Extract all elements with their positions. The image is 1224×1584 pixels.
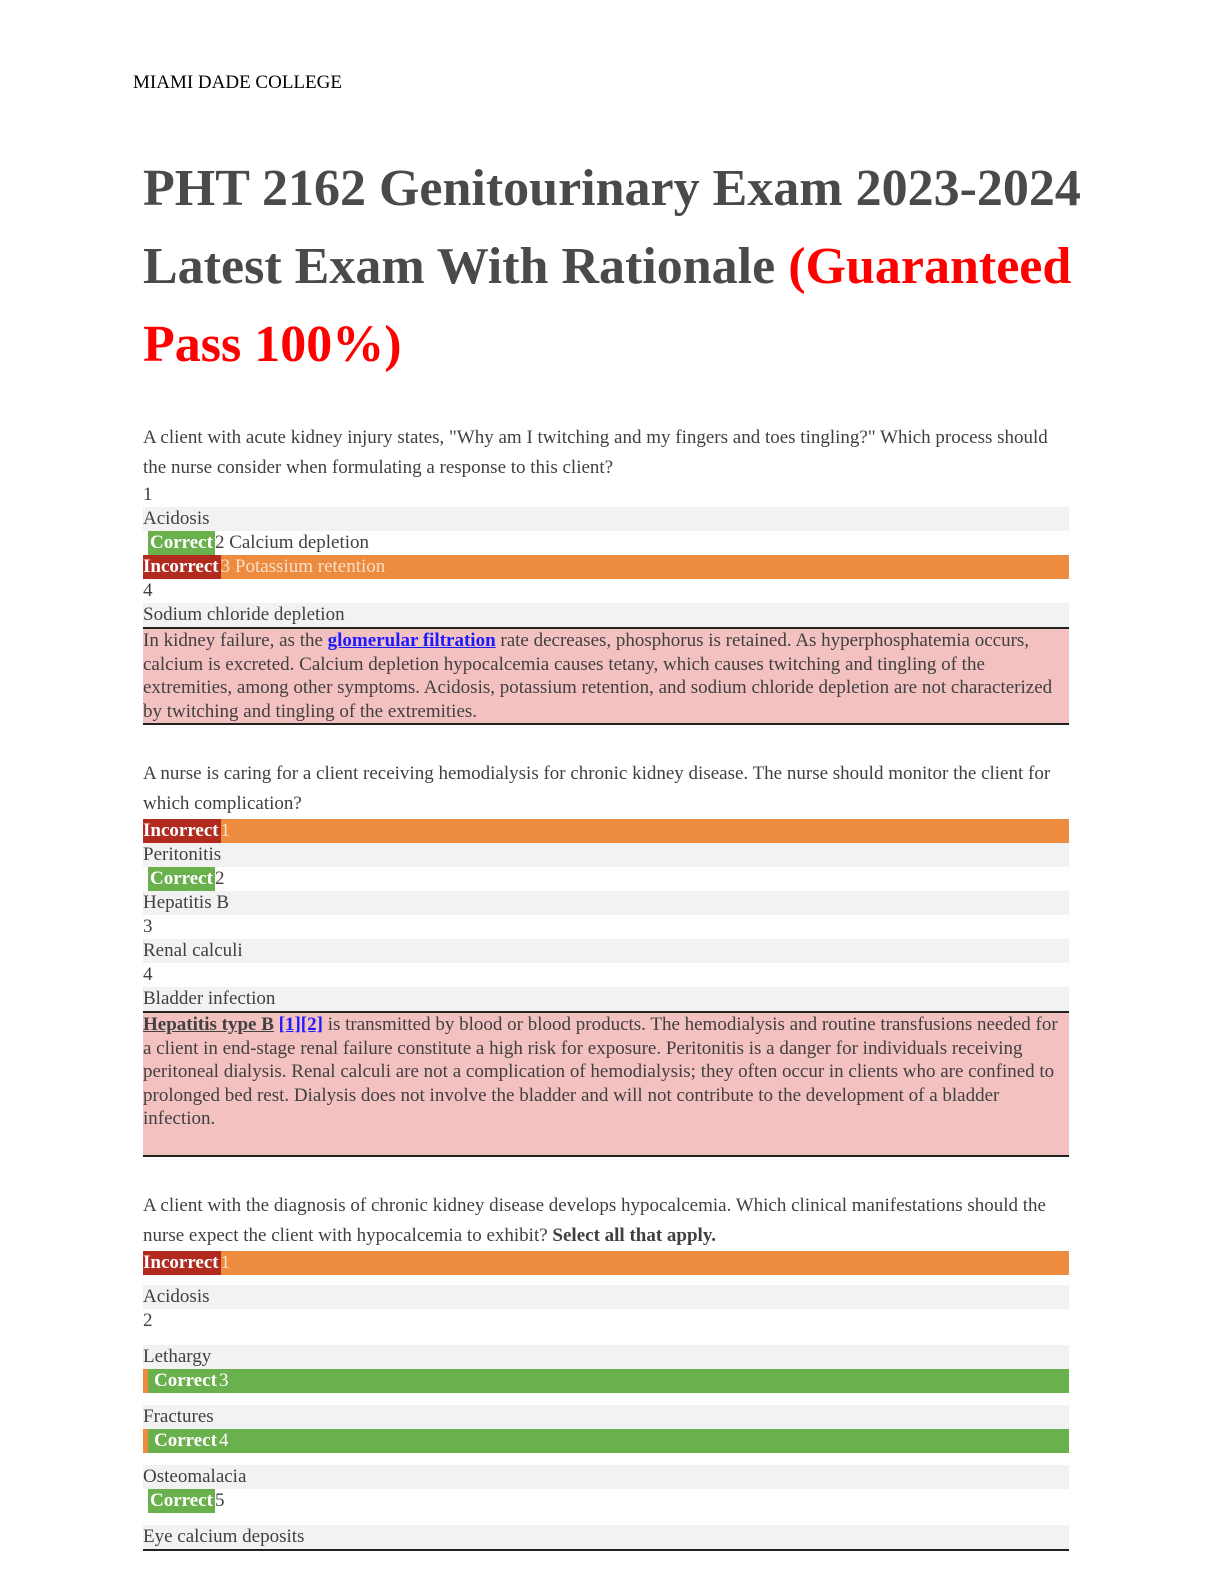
incorrect-tag: Incorrect bbox=[143, 556, 219, 577]
q1-option-4-text[interactable]: Sodium chloride depletion bbox=[143, 603, 1069, 627]
q1-option-1-number[interactable]: 1 bbox=[143, 484, 153, 505]
q1-option-3-text: 3 Potassium retention bbox=[220, 556, 386, 577]
glomerular-filtration-link[interactable]: glomerular filtration bbox=[327, 630, 496, 651]
document-title bbox=[143, 150, 1103, 384]
incorrect-tag: Incorrect bbox=[143, 820, 219, 841]
q3-option-1-text[interactable]: Acidosis bbox=[143, 1285, 1069, 1309]
option-number: 3 bbox=[218, 1369, 229, 1391]
q3-option-2-number[interactable]: 2 bbox=[143, 1309, 153, 1331]
title-main: PHT 2162 Genitourinary Exam 2023-2024 Latest Exam With Rationale bbox=[143, 160, 1081, 295]
reference-link-1[interactable]: [1] bbox=[278, 1014, 301, 1035]
correct-tag: Correct bbox=[150, 868, 213, 889]
q1-option-3[interactable] bbox=[143, 555, 1069, 579]
rationale-text: is transmitted by blood or blood products. The hemodialysis and routine transfusions needed for a client in end-stage renal failure constitute a high risk for exposure. Peritonitis is a danger for individuals receiving peritoneal dialysis. Renal calculi are not a complication of hemodialysis; they often occur in clients who are confined to prolonged bed rest. Dialysis does not involve the bladder and will not contribute to the development of a bladder infection. bbox=[143, 1014, 1058, 1129]
q3-option-5-text[interactable]: Eye calcium deposits bbox=[143, 1525, 1069, 1551]
question-3-text bbox=[143, 1191, 1069, 1251]
option-number: 5 bbox=[214, 1489, 225, 1511]
q1-option-2[interactable] bbox=[143, 531, 1069, 555]
correct-tag: Correct bbox=[150, 1489, 213, 1511]
q3-option-2-text[interactable]: Lethargy bbox=[143, 1345, 1069, 1369]
rationale-text: In kidney failure, as the bbox=[143, 630, 328, 651]
q3-option-4-number[interactable] bbox=[143, 1429, 1069, 1453]
q1-option-1-text[interactable]: Acidosis bbox=[143, 507, 1069, 531]
question-2-text: A nurse is caring for a client receiving hemodialysis for chronic kidney disease. The nurse should monitor the client for which complication? bbox=[143, 763, 1051, 814]
q2-option-1-text[interactable]: Peritonitis bbox=[143, 843, 1069, 867]
q2-option-1-number[interactable] bbox=[143, 819, 1069, 843]
q2-rationale bbox=[143, 1011, 1069, 1157]
q2-option-3-number[interactable]: 3 bbox=[143, 916, 153, 937]
question-1-text: A client with acute kidney injury states, "Why am I twitching and my fingers and toes tingling?" Which process should the nurse consider when formulating a response to this client? bbox=[143, 427, 1048, 478]
option-number: 1 bbox=[220, 820, 231, 841]
q2-option-2-number[interactable] bbox=[143, 867, 1069, 891]
incorrect-tag: Incorrect bbox=[143, 1251, 219, 1273]
correct-tag: Correct bbox=[150, 532, 213, 553]
select-all-instruction: Select all that apply. bbox=[552, 1224, 717, 1246]
q1-option-2-text: 2 Calcium depletion bbox=[214, 532, 370, 553]
q3-option-1-number[interactable] bbox=[143, 1251, 1069, 1275]
q3-option-4-text[interactable]: Osteomalacia bbox=[143, 1465, 1069, 1489]
q2-option-4-text[interactable]: Bladder infection bbox=[143, 987, 1069, 1011]
q1-rationale bbox=[143, 627, 1069, 725]
option-number: 2 bbox=[214, 868, 225, 889]
rationale-text: rate decreases, phosphorus is retained. As hyperphosphatemia occurs, calcium is excreted. Calcium depletion hypocalcemia causes tetany, which causes twitching and tingling of the extremities, among other symptoms. Acidosis, potassium retention, and sodium chloride depletion are not characterized by twitching and tingling of the extremities. bbox=[143, 630, 1053, 722]
reference-link-2[interactable]: [2] bbox=[300, 1014, 323, 1035]
q2-option-4-number[interactable]: 4 bbox=[143, 964, 153, 985]
q3-option-5-number[interactable] bbox=[143, 1489, 1069, 1513]
question-text: A client with the diagnosis of chronic kidney disease develops hypocalcemia. Which clinical manifestations should the nurse expect the client with hypocalcemia to exhibit? bbox=[143, 1194, 1046, 1246]
correct-tag: Correct bbox=[143, 1369, 219, 1393]
q1-option-4-number[interactable]: 4 bbox=[143, 580, 153, 601]
correct-tag: Correct bbox=[143, 1429, 219, 1453]
option-number: 1 bbox=[220, 1251, 231, 1273]
title-highlight: (Guaranteed Pass 100%) bbox=[143, 238, 1072, 373]
institution-header: MIAMI DADE COLLEGE bbox=[133, 72, 342, 93]
q2-option-2-text[interactable]: Hepatitis B bbox=[143, 891, 1069, 915]
q3-option-3-number[interactable] bbox=[143, 1369, 1069, 1393]
exam-content bbox=[143, 423, 1069, 1551]
hepatitis-b-term: Hepatitis type B bbox=[143, 1014, 274, 1035]
option-number: 4 bbox=[218, 1429, 229, 1451]
q2-option-3-text[interactable]: Renal calculi bbox=[143, 939, 1069, 963]
q3-option-3-text[interactable]: Fractures bbox=[143, 1405, 1069, 1429]
